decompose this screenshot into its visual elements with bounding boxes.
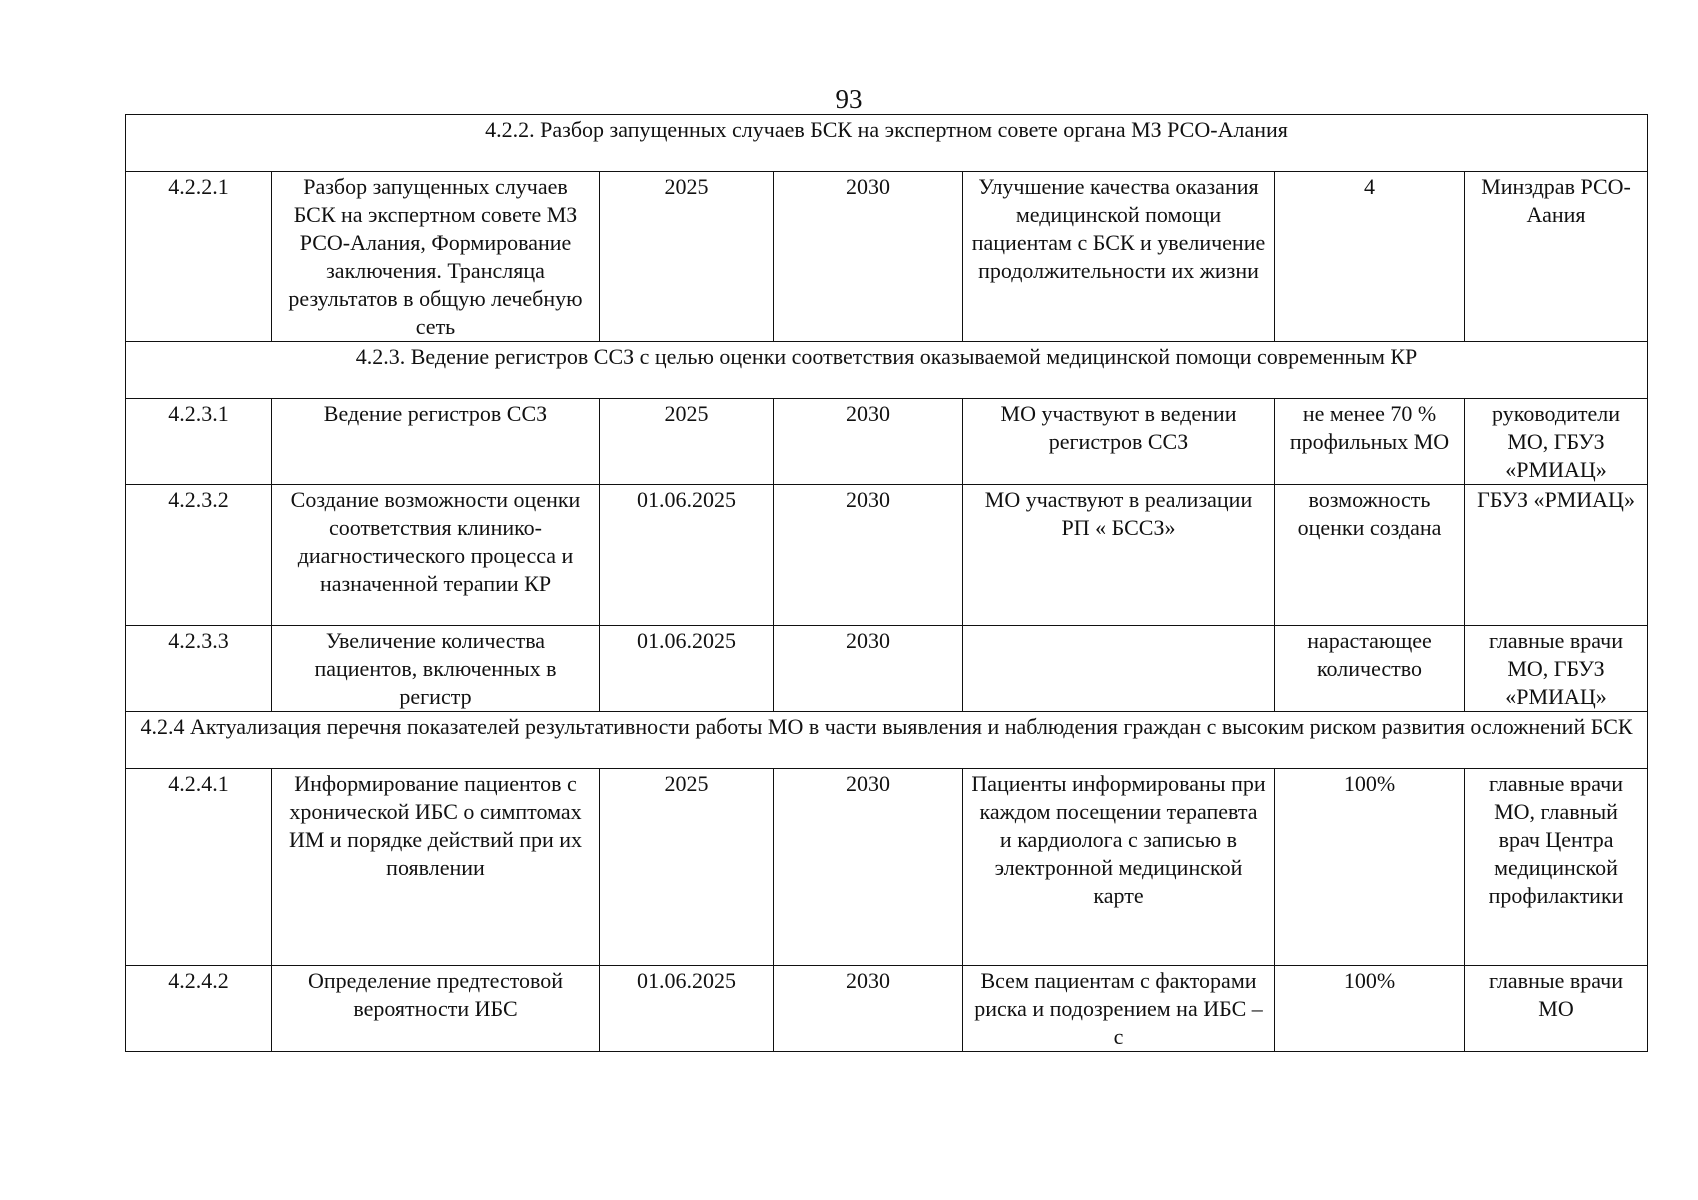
activity-cell: Определение предтестовой вероятности ИБС bbox=[272, 966, 600, 1052]
section-row bbox=[126, 712, 1648, 769]
action-plan-table bbox=[125, 114, 1648, 1052]
responsible-cell: главные врачи МО bbox=[1465, 966, 1648, 1052]
start-cell: 2025 bbox=[600, 399, 774, 485]
section-title: 4.2.2. Разбор запущенных случаев БСК на экспертном совете органа МЗ РСО-Алания bbox=[126, 115, 1648, 172]
end-cell: 2030 bbox=[774, 399, 963, 485]
table-row bbox=[126, 769, 1648, 966]
section-row bbox=[126, 342, 1648, 399]
section-title: 4.2.4 Актуализация перечня показателей результативности работы МО в части выявления и наблюдения граждан с высоким риском развития осложнений БСК bbox=[126, 712, 1648, 769]
end-cell: 2030 bbox=[774, 485, 963, 626]
end-cell: 2030 bbox=[774, 966, 963, 1052]
table-row bbox=[126, 485, 1648, 626]
activity-cell: Увеличение количества пациентов, включенных в регистр bbox=[272, 626, 600, 712]
indicator-cell: возможность оценки создана bbox=[1275, 485, 1465, 626]
item-code: 4.2.4.1 bbox=[126, 769, 272, 966]
indicator-cell: нарастающее количество bbox=[1275, 626, 1465, 712]
table-row bbox=[126, 626, 1648, 712]
table-row bbox=[126, 172, 1648, 342]
responsible-cell: ГБУЗ «РМИАЦ» bbox=[1465, 485, 1648, 626]
item-code: 4.2.3.3 bbox=[126, 626, 272, 712]
end-cell: 2030 bbox=[774, 172, 963, 342]
responsible-cell: Минздрав РСО-Аания bbox=[1465, 172, 1648, 342]
item-code: 4.2.4.2 bbox=[126, 966, 272, 1052]
section-row bbox=[126, 115, 1648, 172]
result-cell: МО участвуют в ведении регистров ССЗ bbox=[963, 399, 1275, 485]
item-code: 4.2.3.1 bbox=[126, 399, 272, 485]
result-cell: МО участвуют в реализации РП « БССЗ» bbox=[963, 485, 1275, 626]
activity-cell: Разбор запущенных случаев БСК на экспертном совете МЗ РСО-Алания, Формирование заключения. Трансляца результатов в общую лечебную сеть bbox=[272, 172, 600, 342]
indicator-cell: 100% bbox=[1275, 769, 1465, 966]
item-code: 4.2.2.1 bbox=[126, 172, 272, 342]
result-cell: Пациенты информированы при каждом посещении терапевта и кардиолога с записью в электронной медицинской карте bbox=[963, 769, 1275, 966]
start-cell: 01.06.2025 bbox=[600, 626, 774, 712]
result-cell: Всем пациентам с факторами риска и подозрением на ИБС – с bbox=[963, 966, 1275, 1052]
indicator-cell: 100% bbox=[1275, 966, 1465, 1052]
table-row bbox=[126, 399, 1648, 485]
responsible-cell: главные врачи МО, главный врач Центра медицинской профилактики bbox=[1465, 769, 1648, 966]
responsible-cell: главные врачи МО, ГБУЗ «РМИАЦ» bbox=[1465, 626, 1648, 712]
section-title: 4.2.3. Ведение регистров ССЗ с целью оценки соответствия оказываемой медицинской помощи современным КР bbox=[126, 342, 1648, 399]
start-cell: 2025 bbox=[600, 769, 774, 966]
activity-cell: Ведение регистров ССЗ bbox=[272, 399, 600, 485]
indicator-cell: 4 bbox=[1275, 172, 1465, 342]
end-cell: 2030 bbox=[774, 769, 963, 966]
item-code: 4.2.3.2 bbox=[126, 485, 272, 626]
end-cell: 2030 bbox=[774, 626, 963, 712]
activity-cell: Создание возможности оценки соответствия клинико-диагностического процесса и назначенной терапии КР bbox=[272, 485, 600, 626]
result-cell bbox=[963, 626, 1275, 712]
indicator-cell: не менее 70 % профильных МО bbox=[1275, 399, 1465, 485]
page-number: 93 bbox=[835, 84, 863, 114]
start-cell: 01.06.2025 bbox=[600, 485, 774, 626]
start-cell: 01.06.2025 bbox=[600, 966, 774, 1052]
result-cell: Улучшение качества оказания медицинской помощи пациентам с БСК и увеличение продолжительности их жизни bbox=[963, 172, 1275, 342]
responsible-cell: руководители МО, ГБУЗ «РМИАЦ» bbox=[1465, 399, 1648, 485]
table-row bbox=[126, 966, 1648, 1052]
activity-cell: Информирование пациентов с хронической ИБС о симптомах ИМ и порядке действий при их появлении bbox=[272, 769, 600, 966]
start-cell: 2025 bbox=[600, 172, 774, 342]
